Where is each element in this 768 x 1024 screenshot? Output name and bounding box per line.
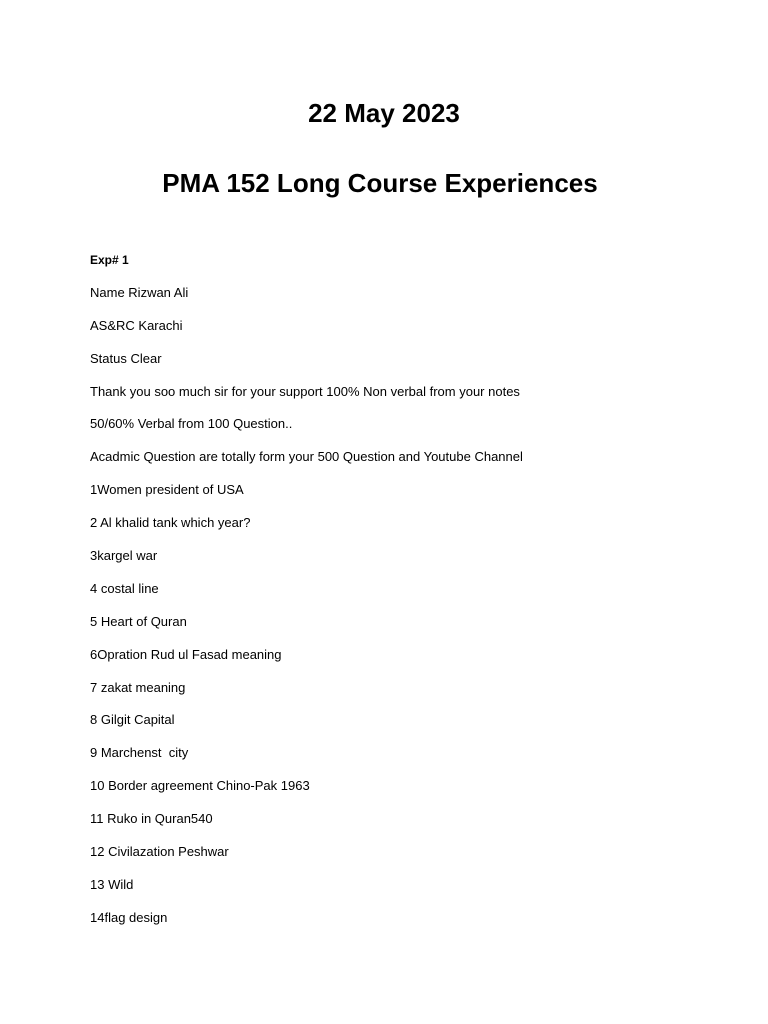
question-item: 10 Border agreement Chino-Pak 1963 bbox=[90, 778, 310, 794]
page-title: PMA 152 Long Course Experiences bbox=[162, 168, 598, 198]
experience-label: Exp# 1 bbox=[90, 253, 129, 267]
question-item: 5 Heart of Quran bbox=[90, 613, 187, 629]
question-item: 9 Marchenst city bbox=[90, 745, 189, 761]
question-item: 12 Civilazation Peshwar bbox=[90, 844, 229, 860]
verbal-line: 50/60% Verbal from 100 Question.. bbox=[90, 416, 293, 432]
question-item: 8 Gilgit Capital bbox=[90, 712, 175, 728]
question-item: 1Women president of USA bbox=[90, 482, 244, 498]
date-heading: 22 May 2023 bbox=[308, 98, 460, 128]
question-item: 7 zakat meaning bbox=[90, 679, 186, 695]
status-line: Status Clear bbox=[90, 350, 162, 366]
question-item: 6Opration Rud ul Fasad meaning bbox=[90, 646, 282, 662]
document-body bbox=[90, 250, 730, 941]
center-line: AS&RC Karachi bbox=[90, 317, 183, 333]
question-item: 4 costal line bbox=[90, 580, 159, 596]
question-item: 11 Ruko in Quran540 bbox=[90, 811, 213, 827]
question-item: 3kargel war bbox=[90, 548, 158, 564]
question-item: 13 Wild bbox=[90, 876, 134, 892]
name-line: Name Rizwan Ali bbox=[90, 284, 189, 300]
question-item: 14flag design bbox=[90, 909, 168, 925]
question-item: 2 Al khalid tank which year? bbox=[90, 515, 251, 531]
academic-line: Acadmic Question are totally form your 500 Question and Youtube Channel bbox=[90, 449, 523, 465]
thanks-line: Thank you soo much sir for your support 100% Non verbal from your notes bbox=[90, 383, 520, 399]
